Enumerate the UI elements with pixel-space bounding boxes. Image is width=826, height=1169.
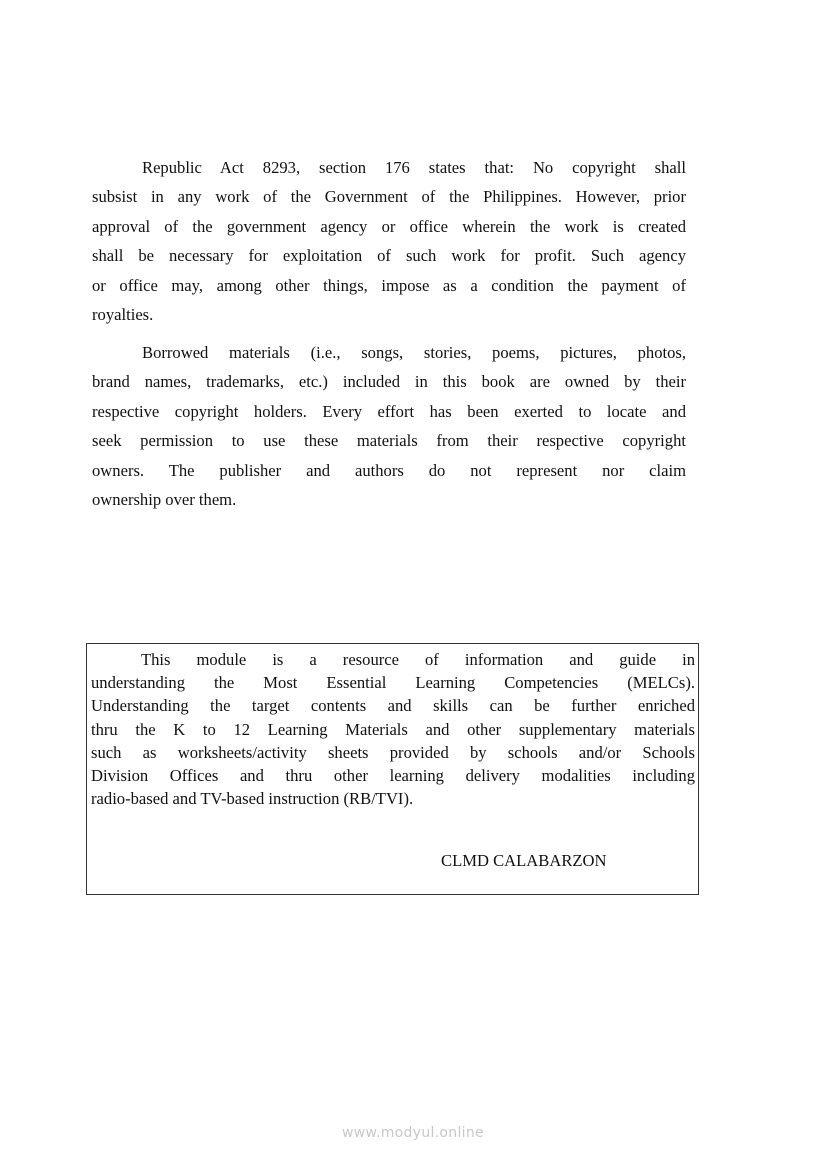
text-line: Republic Act 8293, section 176 states that: No copyright shall [142, 158, 686, 177]
text-line: respective copyright holders. Every effort has been exerted to locate and [92, 401, 686, 421]
text-line: ownership over them. [92, 489, 237, 509]
text-line: owners. The publisher and authors do not represent nor claim [92, 460, 686, 480]
text-line: or office may, among other things, impose as a condition the payment of [92, 275, 686, 295]
text-line: royalties. [92, 304, 154, 324]
text-line: Understanding the target contents and skills can be further enriched [91, 696, 695, 716]
text-line: radio-based and TV-based instruction (RB/TVI). [91, 789, 414, 809]
text-line: approval of the government agency or office wherein the work is created [92, 216, 686, 236]
module-note-box [86, 643, 699, 895]
module-note-text [91, 648, 695, 810]
text-line: understanding the Most Essential Learning Competencies (MELCs). [91, 673, 695, 693]
text-line: Borrowed materials (i.e., songs, stories, poems, pictures, photos, [142, 343, 686, 362]
text-line: brand names, trademarks, etc.) included in this book are owned by their [92, 372, 686, 392]
text-line: subsist in any work of the Government of the Philippines. However, prior [92, 187, 686, 207]
signature: CLMD CALABARZON [441, 851, 607, 870]
text-line: thru the K to 12 Learning Materials and other supplementary materials [91, 719, 695, 739]
text-line: Division Offices and thru other learning delivery modalities including [91, 765, 695, 785]
text-line: such as worksheets/activity sheets provided by schools and/or Schools [91, 742, 695, 762]
text-line: seek permission to use these materials from their respective copyright [92, 431, 686, 451]
watermark: www.modyul.online [342, 1125, 484, 1141]
borrowed-materials-paragraph [92, 338, 686, 514]
text-line: shall be necessary for exploitation of such work for profit. Such agency [92, 246, 686, 266]
copyright-paragraph [92, 153, 686, 329]
text-line: This module is a resource of information and guide in [141, 650, 695, 669]
